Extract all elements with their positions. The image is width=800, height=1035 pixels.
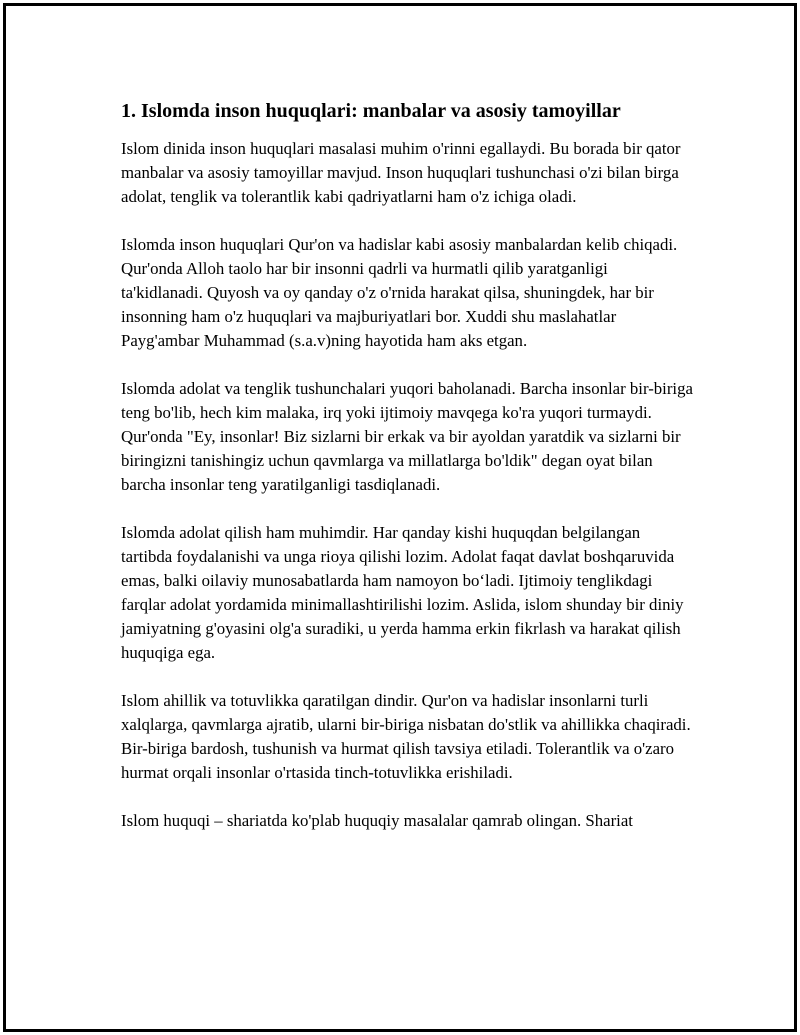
document-content — [121, 96, 693, 857]
paragraph-5: Islom ahillik va totuvlikka qaratilgan dindir. Qur'on va hadislar insonlarni turli xalqlarga, qavmlarga ajratib, ularni bir-biriga nisbatan do'stlik va ahillikka chaqiradi. Bir-biriga bardosh, tushunish va hurmat qilish tavsiya etiladi. Tolerantlik va o'zaro hurmat orqali insonlar o'rtasida tinch-totuvlikka erishiladi. — [121, 691, 691, 782]
paragraph-6: Islom huquqi – shariatda ko'plab huquqiy masalalar qamrab olingan. Shariat — [121, 811, 633, 830]
paragraph-3: Islomda adolat va tenglik tushunchalari yuqori baholanadi. Barcha insonlar bir-biriga teng bo'lib, hech kim malaka, irq yoki ijtimoiy mavqega ko'ra yuqori turmaydi. Qur'onda "Ey, insonlar! Biz sizlarni bir erkak va bir ayoldan yaratdik va sizlarni bir biringizni tanishingiz uchun qavmlarga va millatlarga bo'ldik" degan oyat bilan barcha insonlar teng yaratilganligi tasdiqlanadi. — [121, 379, 693, 494]
paragraph-2: Islomda inson huquqlari Qur'on va hadislar kabi asosiy manbalardan kelib chiqadi. Qur'onda Alloh taolo har bir insonni qadrli va hurmatli qilib yaratganligi ta'kidlanadi. Quyosh va oy qanday o'z o'rnida harakat qilsa, shuningdek, har bir insonning ham o'z huquqlari va majburiyatlari bor. Xuddi shu maslahatlar Payg'ambar Muhammad (s.a.v)ning hayotida ham aks etgan. — [121, 235, 678, 350]
document-page — [3, 3, 797, 1032]
paragraph-4: Islomda adolat qilish ham muhimdir. Har qanday kishi huquqdan belgilangan tartibda foydalanishi va unga rioya qilishi lozim. Adolat faqat davlat boshqaruvida emas, balki oilaviy munosabatlarda ham namoyon bo‘ladi. Ijtimoiy tenglikdagi farqlar adolat yordamida minimallashtirilishi lozim. Aslida, islom shunday bir diniy jamiyatning g'oyasini olg'a suradiki, u yerda hamma erkin fikrlash va harakat qilish huquqiga ega. — [121, 523, 684, 662]
section-heading: 1. Islomda inson huquqlari: manbalar va asosiy tamoyillar — [121, 100, 621, 122]
paragraph-1: Islom dinida inson huquqlari masalasi muhim o'rinni egallaydi. Bu borada bir qator manbalar va asosiy tamoyillar mavjud. Inson huquqlari tushunchasi o'zi bilan birga adolat, tenglik va tolerantlik kabi qadriyatlarni ham o'z ichiga oladi. — [121, 139, 681, 206]
